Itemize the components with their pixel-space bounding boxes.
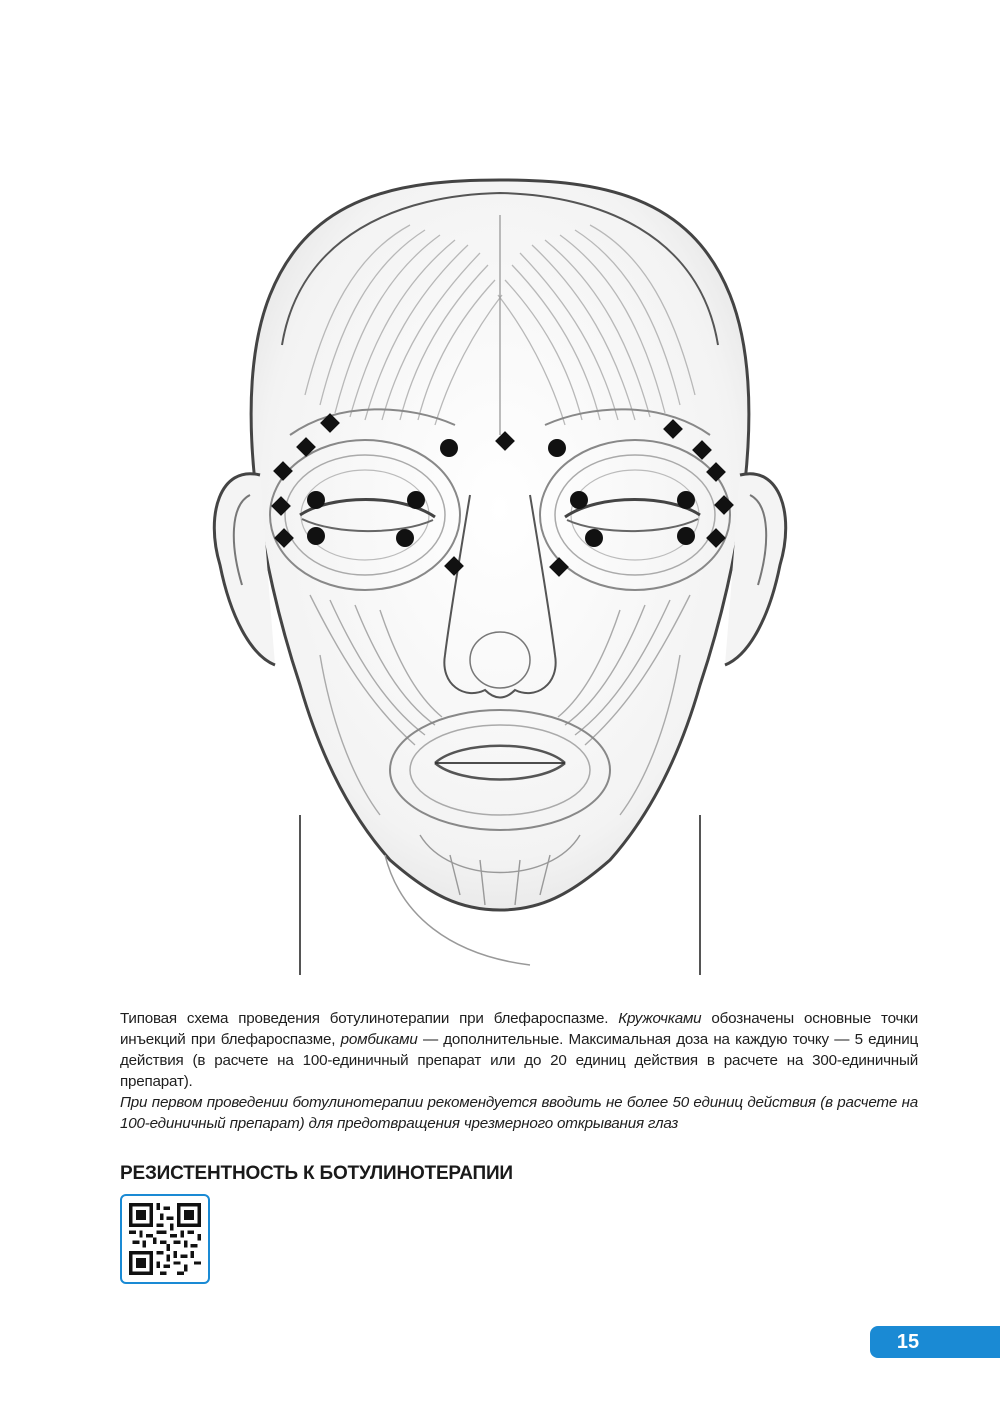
qr-code-icon xyxy=(129,1203,201,1275)
main-point xyxy=(307,527,325,545)
face-diagram xyxy=(150,95,850,975)
main-point xyxy=(548,439,566,457)
main-point xyxy=(677,491,695,509)
main-point xyxy=(440,439,458,457)
caption-text: обозначены основные точки инъекций при блефароспазме, xyxy=(120,1010,918,1048)
page-number: 15 xyxy=(896,1331,920,1353)
caption-main xyxy=(120,1008,918,1092)
caption-emphasis-circles: Кружочками xyxy=(618,1010,702,1027)
caption-emphasis-diamonds: ромбиками xyxy=(340,1031,418,1048)
section-heading: РЕЗИСТЕНТНОСТЬ К БОТУЛИНОТЕРАПИИ xyxy=(120,1163,513,1184)
page-number-tab xyxy=(870,1326,1000,1358)
caption-note: При первом проведении ботулинотерапии рекомендуется вводить не более 50 единиц действия (в расчете на 100-единичный препарат) для предотвращения чрезмерного открывания глаз xyxy=(120,1094,918,1132)
main-point xyxy=(585,529,603,547)
main-point xyxy=(570,491,588,509)
qr-code-link[interactable] xyxy=(120,1194,210,1284)
main-point xyxy=(677,527,695,545)
caption-text: — дополнительные. Максимальная доза на каждую точку — 5 единиц действия (в расчете на 100-единичный препарат или до 20 единиц действия в расчете на 300-единичный препарат). xyxy=(120,1031,918,1090)
main-point xyxy=(307,491,325,509)
face-muscle-illustration xyxy=(150,95,850,975)
figure-caption xyxy=(120,1008,918,1134)
main-point xyxy=(407,491,425,509)
caption-text: Типовая схема проведения ботулинотерапии при блефароспазме. xyxy=(120,1010,619,1027)
main-point xyxy=(396,529,414,547)
